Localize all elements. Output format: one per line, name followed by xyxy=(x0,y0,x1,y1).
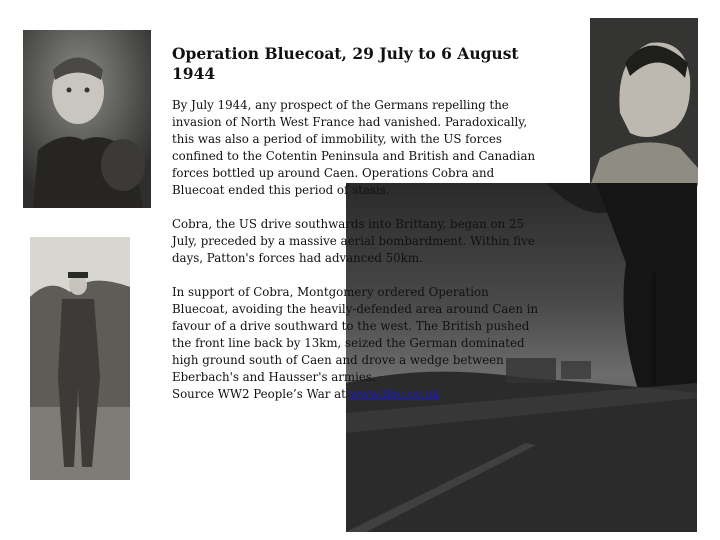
article-paragraph-2: Cobra, the US drive southwards into Brittany, began on 25 July, preceded by a massive aerial bombardment. Within five days, Patton's forces had advanced 50km. xyxy=(172,217,535,265)
article-title: Operation Bluecoat, 29 July to 6 August 1944 xyxy=(172,44,519,83)
standing-soldier-photo xyxy=(30,237,130,480)
officer-profile-photo xyxy=(590,18,698,186)
article-paragraph-3: In support of Cobra, Montgomery ordered Operation Bluecoat, avoiding the heavily-defended area around Caen in favour of a drive southward to the west. The British pushed the front line back by 13km, seized the German dominated high ground south of Caen and drove a wedge between Eberbach's and Hausser's armies. xyxy=(172,285,539,384)
source-line xyxy=(172,386,544,403)
article-body xyxy=(172,44,544,403)
article-paragraph-1: By July 1944, any prospect of the Germans repelling the invasion of North West France had vanished. Paradoxically, this was also a period of immobility, with the US forces confined to the Cotentin Peninsula and British and Canadian forces bottled up around Caen. Operations Cobra and Bluecoat ended this period of stasis. xyxy=(172,98,536,197)
source-prefix: Source WW2 People’s War at xyxy=(172,387,350,401)
source-link[interactable]: www.bbc.co.uk xyxy=(349,387,440,401)
soldier-with-dog-photo xyxy=(23,30,151,208)
